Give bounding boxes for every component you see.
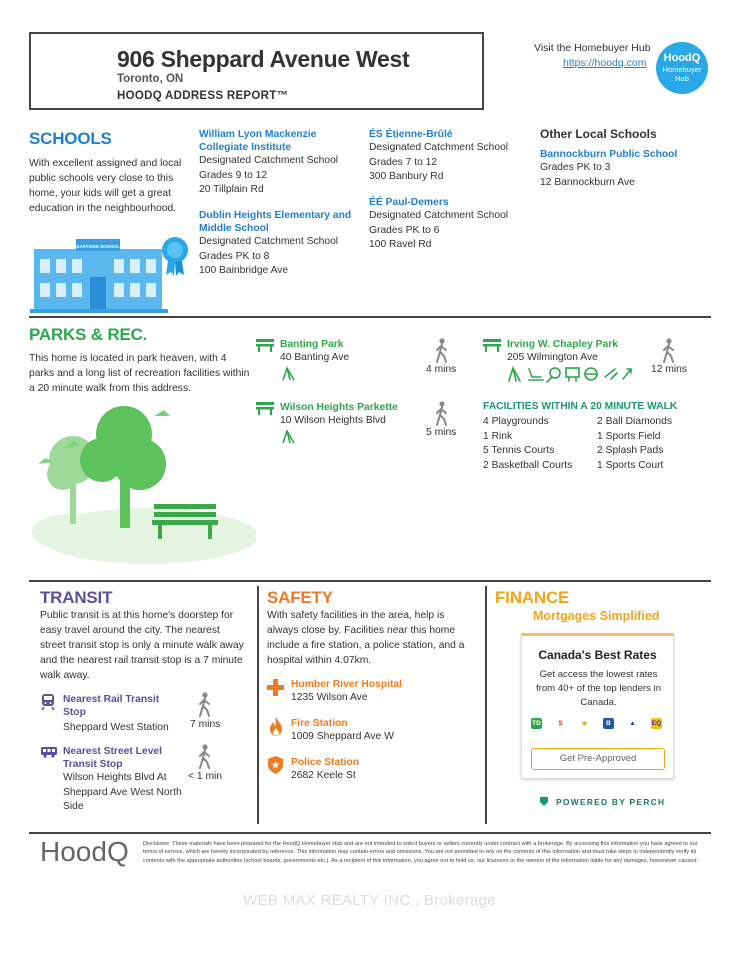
park-item-2 (280, 401, 398, 429)
hub-link[interactable]: https://hoodq.com (563, 57, 647, 69)
finance-title: FINANCE (495, 588, 570, 607)
school-name: ÉS Étienne-Brûlé (369, 129, 453, 140)
rail-label-2: Stop (63, 707, 86, 718)
safety-name: Humber River Hospital (291, 679, 403, 690)
safety-description: With safety facilities in the area, help is always close by. Facilities near this home include a fire station, a police station, and a hospital within 4.07km. (267, 610, 465, 666)
badge-sub: Homebuyer Hub (662, 65, 702, 83)
lender-logo-td: TD (532, 720, 541, 727)
playground-slide-icon (281, 366, 296, 381)
walking-person-icon (661, 338, 677, 364)
facility-item: 1 Sports Field (597, 430, 661, 442)
park-amenity-icons (507, 365, 635, 383)
facilities-right-list (597, 415, 707, 473)
disclaimer-text: Disclaimer: These materials have been prepared for the HoodQ Homebuyer Hub and are not intended to solicit buyers or sellers currently under contract with a brokerage. By accessing this information you have agreed to our terms of service, which are hereby incorporated by reference. This information may contain errors and omissions. You are not permitted to rely on the contents of this information and must take steps to independently verify its contents with the appropriate authorities (school boards, governments etc.). As a recipient of this information, you agree not to hold us, our licensors or the owners of the information liable for any damages, howsoever caused. (143, 841, 699, 864)
park-name: Banting Park (280, 339, 344, 350)
hospital-cross-icon (267, 679, 284, 696)
school-address: 100 Ravel Rd (369, 239, 432, 250)
other-schools-title: Other Local Schools (540, 127, 657, 141)
school-item-3 (369, 128, 529, 185)
school-item-2 (199, 209, 359, 279)
safety-name: Fire Station (291, 718, 348, 729)
police-badge-icon (268, 756, 283, 774)
school-sign-text: EASTSIDE SCHOOL (76, 244, 120, 249)
street-stop-line-3: Side (63, 801, 84, 812)
park-item-1 (280, 338, 349, 366)
safety-address: 2682 Keele St (291, 770, 356, 781)
facility-item: 1 Sports Court (597, 459, 664, 471)
school-address: 20 Tillplain Rd (199, 184, 264, 195)
school-item-4 (369, 196, 529, 253)
park-walk-time: 5 mins (426, 427, 457, 438)
street-walk-time: < 1 min (188, 771, 223, 782)
facility-item: 2 Splash Pads (597, 445, 664, 456)
park-bench-icon (256, 402, 274, 415)
badge-brand: HoodQ (663, 52, 701, 64)
street-label-1: Nearest Street Level (63, 746, 163, 757)
column-divider (485, 586, 487, 824)
park-name: Irving W. Chapley Park (507, 339, 619, 350)
school-grades: Grades 9 to 12 (199, 169, 268, 181)
hoodq-hub-badge[interactable] (656, 42, 708, 94)
safety-item-fire (291, 717, 394, 745)
powered-by-perch: POWERED BY PERCH (556, 797, 666, 807)
walking-person-icon (434, 338, 450, 364)
facility-item: 5 Tennis Courts (483, 445, 555, 456)
lender-logo-cibc: ▲ (629, 720, 636, 727)
facilities-left-list (483, 415, 593, 473)
park-bench-icon (483, 339, 501, 352)
facility-item: 1 Rink (483, 430, 513, 442)
safety-address: 1009 Sheppard Ave W (291, 731, 394, 742)
school-grades: Grades PK to 8 (199, 250, 270, 262)
park-walk-time: 12 mins (651, 364, 688, 375)
rail-walk-time: 7 mins (190, 719, 221, 730)
school-type: Designated Catchment School (199, 236, 339, 247)
walking-person-icon (197, 692, 213, 718)
hoodq-footer-logo: HoodQ (40, 836, 129, 867)
facility-item: 4 Playgrounds (483, 416, 549, 427)
rail-transit-item (63, 693, 193, 736)
facility-item: 2 Basketball Courts (483, 459, 573, 471)
lender-logo-bmo: B (603, 718, 614, 729)
park-bench-icon (256, 339, 274, 352)
address-heading: 906 Sheppard Avenue West (117, 46, 410, 72)
lender-logo-rbc: ◆ (582, 720, 587, 727)
rail-label-1: Nearest Rail Transit (63, 694, 160, 705)
park-address: 40 Banting Ave (280, 352, 350, 363)
finance-subtitle: Mortgages Simplified (533, 609, 660, 623)
section-divider (29, 580, 711, 582)
mortgage-rates-card (521, 633, 674, 779)
walking-person-icon (434, 401, 450, 427)
school-name: Bannockburn Public School (540, 149, 678, 160)
brokerage-watermark: WEB MAX REALTY INC., Brokerage (243, 892, 496, 909)
perch-logo-icon (539, 796, 549, 807)
facilities-title: FACILITIES WITHIN A 20 MINUTE WALK (483, 401, 678, 412)
park-address: 205 Wilmington Ave (507, 352, 598, 363)
safety-item-hospital (291, 678, 402, 706)
parks-title-a: PARKS (29, 325, 87, 344)
fire-flame-icon (269, 717, 283, 736)
school-address: 100 Bainbridge Ave (199, 265, 289, 276)
get-pre-approved-button[interactable]: Get Pre-Approved (531, 748, 665, 770)
safety-title: SAFETY (267, 588, 333, 607)
rail-station: Sheppard West Station (63, 722, 169, 733)
safety-address: 1235 Wilson Ave (291, 692, 368, 703)
school-type: Designated Catchment School (199, 155, 339, 166)
other-schools (540, 127, 710, 190)
street-label-2: Transit Stop (63, 759, 123, 770)
park-address: 10 Wilson Heights Blvd (280, 415, 386, 426)
school-grades: Grades PK to 3 (540, 162, 611, 173)
playground-slide-icon (281, 429, 296, 444)
street-stop-line-2: Sheppard Ave West North (63, 786, 182, 798)
school-name: ÉÉ Paul-Demers (369, 197, 449, 208)
school-type: Designated Catchment School (369, 210, 509, 221)
school-grades: Grades PK to 6 (369, 224, 440, 236)
column-divider (257, 586, 259, 824)
safety-name: Police Station (291, 757, 360, 768)
street-stop-line-1: Wilson Heights Blvd At (63, 772, 167, 783)
park-item-3 (507, 338, 618, 366)
address-title-box (29, 32, 484, 110)
city-label: Toronto, ON (117, 73, 184, 85)
school-building-illustration (30, 233, 195, 313)
parks-title-b: & REC. (86, 325, 148, 344)
school-grades: Grades 7 to 12 (369, 156, 438, 168)
section-divider (29, 832, 711, 834)
parks-description: This home is located in park heaven, with 4 parks and a long list of recreation facilities within a 20 minute walk from this address. (29, 353, 250, 394)
school-item-1 (199, 128, 359, 198)
street-transit-item (63, 745, 193, 815)
school-type: Designated Catchment School (369, 142, 509, 153)
lender-logo-scotiabank: S (558, 720, 563, 727)
park-name: Wilson Heights Parkette (280, 402, 398, 413)
school-address: 300 Banbury Rd (369, 171, 444, 182)
facility-item: 2 Ball Diamonds (597, 416, 672, 427)
section-divider (29, 316, 711, 318)
card-text: Get access the lowest rates from 40+ of the top lenders in Canada. (535, 669, 662, 708)
transit-title: TRANSIT (40, 588, 113, 607)
lender-logo-eq: EQ (651, 720, 662, 727)
schools-description: With excellent assigned and local public schools very close to this home, your kids will get a great education in the neighbourhood. (29, 158, 182, 214)
park-walk-time: 4 mins (426, 364, 457, 375)
school-name: Dublin Heights Elementary and Middle School (199, 210, 352, 234)
school-address: 12 Bannockburn Ave (540, 176, 635, 188)
card-title: Canada's Best Rates (538, 648, 657, 662)
train-icon (41, 693, 55, 711)
hub-text: Visit the Homebuyer Hub (534, 42, 651, 54)
transit-description: Public transit is at this home's doorstep for easy travel around the city. The nearest street transit stop is only a minute walk away and the nearest rail transit stop is a 7 minute walk away. (40, 610, 244, 681)
report-title: HOODQ ADDRESS REPORT™ (117, 90, 289, 102)
schools-title: SCHOOLS (29, 129, 112, 148)
school-name: William Lyon Mackenzie Collegiate Institute (199, 129, 317, 153)
parks-title (29, 325, 147, 345)
park-illustration (28, 404, 256, 576)
walking-person-icon (197, 744, 213, 770)
safety-item-police (291, 756, 359, 784)
bus-icon (40, 746, 58, 758)
